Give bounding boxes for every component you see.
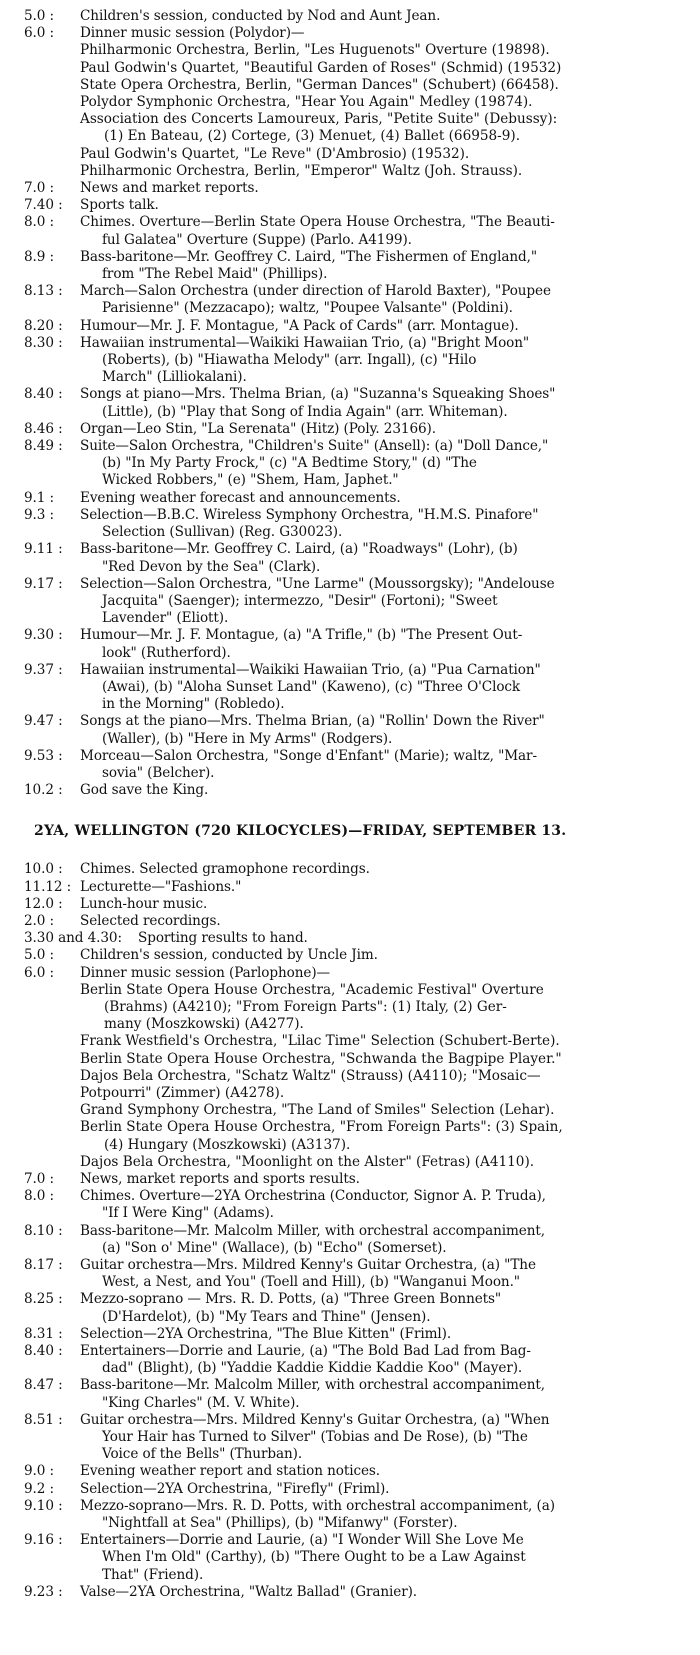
entry-continuation-line: (Waller), (b) "Here in My Arms" (Rodgers).: [102, 730, 393, 747]
entry-time-text: 9.0: [24, 1463, 46, 1480]
listing-line: State Opera Orchestra, Berlin, "German Dances" (Schubert) (66458).: [80, 76, 559, 93]
entry-line: Children's session, conducted by Nod and Aunt Jean.: [80, 8, 441, 24]
entry-line: Chimes. Overture—Berlin State Opera House Orchestra, "The Beauti-: [80, 214, 555, 231]
listing-line: Paul Godwin's Quartet, "Beautiful Garden of Roses" (Schmid) (19532): [80, 59, 562, 76]
entry-time: 9.11 :: [24, 541, 63, 558]
program-entry: [0, 421, 700, 438]
program-entry: [0, 490, 700, 507]
program-entry: [0, 438, 700, 490]
entry-body: [80, 913, 700, 930]
entry-continuation-line: (a) "Son o' Mine" (Wallace), (b) "Echo" (Somerset).: [102, 1239, 447, 1256]
program-section-wellington: [0, 861, 700, 1601]
entry-time-text: 10.2: [24, 782, 54, 799]
entry-time-text: 8.51: [24, 1411, 54, 1428]
entry-time-text: 6.0: [24, 25, 46, 42]
entry-body: [80, 879, 700, 896]
program-entry: [0, 861, 700, 878]
program-entry: [0, 965, 700, 982]
entry-body: [80, 1584, 700, 1601]
entry-time-text: 8.0: [24, 1188, 46, 1205]
entry-time: 9.53 :: [24, 747, 63, 764]
listing-line: (Brahms) (A4210); "From Foreign Parts": (1) Italy, (2) Ger-: [104, 998, 507, 1015]
entry-time: 11.12 :: [24, 878, 72, 895]
program-entry: [0, 25, 700, 42]
entry-time: 6.0 :: [24, 964, 55, 981]
entry-time: 8.51 :: [24, 1411, 63, 1428]
listing-line: Grand Symphony Orchestra, "The Land of Smiles" Selection (Lehar).: [80, 1102, 555, 1119]
entry-line: March—Salon Orchestra (under direction of Harold Baxter), "Poupee: [80, 283, 551, 300]
entry-body: [80, 421, 700, 438]
entry-time: 8.40 :: [24, 386, 63, 403]
entry-time-text: 8.47: [24, 1377, 54, 1394]
entry-body: [80, 627, 700, 661]
entry-time: 9.23 :: [24, 1583, 63, 1600]
entry-time: 9.10 :: [24, 1497, 63, 1514]
listing-line: Philharmonic Orchestra, Berlin, "Emperor" Waltz (Joh. Strauss).: [80, 162, 523, 179]
program-entry: [0, 1532, 700, 1584]
entry-line: Selection—2YA Orchestrina, "Firefly" (Friml).: [80, 1480, 390, 1497]
entry-line: News and market reports.: [80, 180, 259, 197]
entry-body: [80, 25, 700, 42]
entry-continuation-line: (Roberts), (b) "Hiawatha Melody" (arr. Ingall), (c) "Hilo: [102, 352, 477, 369]
entry-body: [80, 1343, 700, 1377]
entry-body: [80, 947, 700, 964]
entry-continuation-line: Jacquita" (Saenger); intermezzo, "Desir" (Fortoni); "Sweet: [102, 592, 498, 609]
entry-continuation-line: West, a Nest, and You" (Toell and Hill), (b) "Wanganui Moon.": [102, 1274, 520, 1291]
entry-body: [80, 1377, 700, 1411]
program-entry: [0, 930, 700, 947]
entry-body: [80, 8, 700, 25]
entry-body: [80, 1326, 700, 1343]
entry-time: 8.17 :: [24, 1257, 63, 1274]
entry-time-text: 9.47: [24, 713, 54, 730]
entry-continuation-line: ful Galatea" Overture (Suppe) (Parlo. A4199).: [102, 231, 412, 248]
entry-time-text: 7.40: [24, 197, 54, 214]
entry-line: Morceau—Salon Orchestra, "Songe d'Enfant" (Marie); waltz, "Mar-: [80, 747, 537, 764]
entry-time-text: 9.37: [24, 661, 54, 678]
program-entry: [0, 748, 700, 782]
entry-line: Selection—B.B.C. Wireless Symphony Orchestra, "H.M.S. Pinafore": [80, 506, 539, 523]
entry-time-text: 9.16: [24, 1532, 54, 1549]
entry-time-text: 8.9: [24, 248, 46, 265]
entry-line: Entertainers—Dorrie and Laurie, (a) "The Bold Bad Lad from Bag-: [80, 1343, 531, 1360]
program-entry: [0, 283, 700, 317]
entry-line: Selected recordings.: [80, 912, 221, 929]
entry-body: [80, 197, 700, 214]
program-entry: [0, 1343, 700, 1377]
entry-time-text: 9.3: [24, 506, 46, 523]
entry-line: Dinner music session (Polydor)—: [80, 25, 305, 42]
entry-body: [80, 318, 700, 335]
entry-continuation-line: (D'Hardelot), (b) "My Tears and Thine" (Jensen).: [102, 1308, 431, 1325]
entry-body: [80, 1498, 700, 1532]
entry-continuation-line: Parisienne" (Mezzacapo); waltz, "Poupee Valsante" (Poldini).: [102, 300, 513, 317]
entry-time: 9.3 :: [24, 506, 55, 523]
entry-continuation-line: When I'm Old" (Carthy), (b) "There Ought to be a Law Against: [102, 1549, 526, 1566]
entry-continuation-line: dad" (Blight), (b) "Yaddie Kaddie Kiddie Kaddie Koo" (Mayer).: [102, 1360, 523, 1377]
program-entry: [0, 1257, 700, 1291]
entry-time: 8.46 :: [24, 420, 63, 437]
entry-line: News, market reports and sports results.: [80, 1171, 360, 1187]
entry-time: 12.0 :: [24, 895, 63, 912]
program-entry: [0, 507, 700, 541]
listing-line: many (Moszkowski) (A4277).: [104, 1016, 304, 1033]
program-page: [0, 8, 700, 1601]
entry-time: 8.0 :: [24, 1188, 55, 1205]
entry-line: Guitar orchestra—Mrs. Mildred Kenny's Guitar Orchestra, (a) "The: [80, 1257, 536, 1274]
program-entry: [0, 197, 700, 214]
program-entry: [0, 1188, 700, 1222]
entry-time: 9.17 :: [24, 575, 63, 592]
entry-body: [80, 1532, 700, 1584]
program-entry: [0, 1412, 700, 1464]
entry-line: Hawaiian instrumental—Waikiki Hawaiian Trio, (a) "Pua Carnation": [80, 661, 541, 678]
entry-body: [80, 1223, 700, 1257]
entry-time-text: 9.53: [24, 747, 54, 764]
entry-time-text: 8.46: [24, 420, 54, 437]
entry-continuation-line: That" (Friend).: [102, 1566, 204, 1583]
entry-time-text: 8.25: [24, 1291, 54, 1308]
program-entry: [0, 335, 700, 387]
entry-time-text: 8.13: [24, 283, 54, 300]
entry-body: [80, 1188, 700, 1222]
entry-time: 9.30 :: [24, 627, 63, 644]
entry-time-text: 10.0: [24, 861, 54, 878]
program-entry: [0, 1223, 700, 1257]
program-entry: [0, 1171, 700, 1188]
program-entry: [0, 1377, 700, 1411]
entry-time: 7.0 :: [24, 180, 55, 197]
entry-body: [80, 249, 700, 283]
entry-time-text: 9.1: [24, 489, 46, 506]
entry-line: Selection—Salon Orchestra, "Une Larme" (Moussorgsky); "Andelouse: [80, 575, 555, 592]
listing-line: Association des Concerts Lamoureux, Paris, "Petite Suite" (Debussy):: [80, 111, 558, 128]
entry-body: [80, 965, 700, 982]
entry-time-text: 8.10: [24, 1222, 54, 1239]
listing-line: Berlin State Opera House Orchestra, "Academic Festival" Overture: [80, 981, 544, 998]
program-entry: [0, 782, 700, 799]
entry-line: Lecturette—"Fashions.": [80, 878, 242, 895]
program-entry: [0, 662, 700, 714]
listing-line: Dajos Bela Orchestra, "Moonlight on the Alster" (Fetras) (A4110).: [80, 1153, 535, 1170]
entry-continuation-line: from "The Rebel Maid" (Phillips).: [102, 266, 328, 283]
entry-line: Humour—Mr. J. F. Montague, (a) "A Trifle," (b) "The Present Out-: [80, 627, 523, 644]
entry-time-text: 5.0: [24, 8, 46, 24]
program-entry: [0, 180, 700, 197]
program-entry: [0, 713, 700, 747]
entry-body: [80, 438, 700, 490]
entry-continuation-line: (Little), (b) "Play that Song of India Again" (arr. Whiteman).: [102, 403, 508, 420]
entry-continuation-line: Your Hair has Turned to Silver" (Tobias and De Rose), (b) "The: [102, 1429, 528, 1446]
entry-time: 5.0 :: [24, 947, 55, 964]
entry-body: [80, 1481, 700, 1498]
entry-line: Mezzo-soprano—Mrs. R. D. Potts, with orchestral accompaniment, (a): [80, 1497, 555, 1514]
listing-line: Paul Godwin's Quartet, "Le Reve" (D'Ambrosio) (19532).: [80, 145, 470, 162]
program-entry: [0, 386, 700, 420]
entry-body: [80, 713, 700, 747]
entry-line: Children's session, conducted by Uncle Jim.: [80, 947, 378, 964]
entry-line: Guitar orchestra—Mrs. Mildred Kenny's Guitar Orchestra, (a) "When: [80, 1411, 550, 1428]
entry-time: 8.13 :: [24, 283, 63, 300]
entry-continuation-line: "Red Devon by the Sea" (Clark).: [102, 558, 321, 575]
entry-time-text: 12.0: [24, 895, 54, 912]
entry-time: 3.30 and 4.30:: [24, 930, 122, 947]
entry-line: Chimes. Overture—2YA Orchestrina (Conductor, Signor A. P. Truda),: [80, 1188, 546, 1205]
entry-time-text: 7.0: [24, 1171, 46, 1187]
entry-time: 8.25 :: [24, 1291, 63, 1308]
entry-time-text: 9.17: [24, 575, 54, 592]
entry-time: 10.0 :: [24, 861, 63, 878]
entry-body: [80, 490, 700, 507]
program-entry: [0, 896, 700, 913]
entry-time: 10.2 :: [24, 782, 63, 799]
entry-continuation-line: (b) "In My Party Frock," (c) "A Bedtime Story," (d) "The: [102, 455, 477, 472]
listing-line: (1) En Bateau, (2) Cortege, (3) Menuet, (4) Ballet (66958-9).: [104, 128, 521, 145]
entry-continuation-line: Lavender" (Eliott).: [102, 610, 229, 627]
entry-line: Organ—Leo Stin, "La Serenata" (Hitz) (Poly. 23166).: [80, 420, 436, 437]
entry-line: Sporting results to hand.: [138, 930, 308, 947]
entry-body: [80, 214, 700, 248]
entry-time: 7.40 :: [24, 197, 63, 214]
program-entry: [0, 1498, 700, 1532]
entry-time-text: 11.12: [24, 878, 63, 895]
entry-line: Songs at the piano—Mrs. Thelma Brian, (a) "Rollin' Down the River": [80, 713, 545, 730]
entry-time-text: 9.23: [24, 1583, 54, 1600]
listing-line: (4) Hungary (Moszkowski) (A3137).: [104, 1136, 351, 1153]
entry-time-text: 9.30: [24, 627, 54, 644]
entry-body: [80, 283, 700, 317]
entry-time: 8.40 :: [24, 1343, 63, 1360]
entry-body: [80, 1412, 700, 1464]
entry-body: [80, 507, 700, 541]
entry-time-text: 8.17: [24, 1257, 54, 1274]
entry-body: [80, 386, 700, 420]
entry-time-text: 8.20: [24, 317, 54, 334]
entry-time-text: 6.0: [24, 964, 46, 981]
entry-time-text: 2.0: [24, 912, 46, 929]
entry-body: [80, 180, 700, 197]
entry-continuation-line: Wicked Robbers," (e) "Shem, Ham, Japhet.": [102, 472, 399, 489]
entry-body: [80, 1291, 700, 1325]
entry-time: 9.1 :: [24, 489, 55, 506]
entry-line: God save the King.: [80, 782, 209, 799]
entry-body: [80, 335, 700, 387]
entry-line: Valse—2YA Orchestrina, "Waltz Ballad" (Granier).: [80, 1583, 418, 1600]
program-entry: [0, 1481, 700, 1498]
entry-time: 8.20 :: [24, 317, 63, 334]
entry-time: 9.37 :: [24, 661, 63, 678]
entry-time-text: 8.49: [24, 438, 54, 455]
entry-continuation-line: look" (Rutherford).: [102, 644, 231, 661]
listing-line: Potpourri" (Zimmer) (A4278).: [80, 1084, 285, 1101]
entry-time: 8.9 :: [24, 248, 55, 265]
entry-continuation-line: "If I Were King" (Adams).: [102, 1205, 274, 1222]
entry-line: Sports talk.: [80, 197, 159, 214]
program-section-auckland: [0, 8, 700, 799]
entry-body: [138, 930, 700, 947]
program-entry: [0, 318, 700, 335]
entry-time-text: 8.30: [24, 334, 54, 351]
entry-line: Chimes. Selected gramophone recordings.: [80, 861, 370, 878]
listing-line: Polydor Symphonic Orchestra, "Hear You Again" Medley (19874).: [80, 94, 533, 111]
program-entry: [0, 541, 700, 575]
listing-line: Dajos Bela Orchestra, "Schatz Waltz" (Strauss) (A4110); "Mosaic—: [80, 1067, 541, 1084]
entry-line: Humour—Mr. J. F. Montague, "A Pack of Cards" (arr. Montague).: [80, 317, 519, 334]
station-heading: 2YA, WELLINGTON (720 KILOCYCLES)—FRIDAY, SEPTEMBER 13.: [34, 823, 567, 840]
entry-time: 8.10 :: [24, 1222, 63, 1239]
entry-line: Evening weather forecast and announcements.: [80, 489, 401, 506]
entry-time-text: 9.2: [24, 1480, 46, 1497]
entry-line: Bass-baritone—Mr. Geoffrey C. Laird, (a) "Roadways" (Lohr), (b): [80, 541, 518, 558]
entry-body: [80, 896, 700, 913]
program-entry: [0, 947, 700, 964]
program-entry: [0, 1326, 700, 1343]
entry-line: Bass-baritone—Mr. Malcolm Miller, with orchestral accompaniment,: [80, 1377, 545, 1394]
entry-line: Evening weather report and station notices.: [80, 1463, 381, 1480]
entry-time: 8.47 :: [24, 1377, 63, 1394]
entry-body: [80, 782, 700, 799]
program-entry: [0, 913, 700, 930]
entry-time: 5.0 :: [24, 8, 55, 24]
entry-body: [80, 1171, 700, 1188]
entry-body: [80, 576, 700, 628]
entry-line: Songs at piano—Mrs. Thelma Brian, (a) "Suzanna's Squeaking Shoes": [80, 386, 556, 403]
entry-time-text: 3.30 and 4.30: [24, 930, 118, 947]
program-entry: [0, 879, 700, 896]
entry-continuation-line: March" (Lilliokalani).: [102, 369, 247, 386]
entry-continuation-line: "King Charles" (M. V. White).: [102, 1394, 300, 1411]
program-entry: [0, 1463, 700, 1480]
entry-time: 6.0 :: [24, 25, 55, 42]
entry-body: [80, 1463, 700, 1480]
entry-time: 9.47 :: [24, 713, 63, 730]
program-entry: [0, 576, 700, 628]
entry-continuation-line: in the Morning" (Robledo).: [102, 696, 285, 713]
entry-time: 8.49 :: [24, 438, 63, 455]
entry-line: Mezzo-soprano — Mrs. R. D. Potts, (a) "Three Green Bonnets": [80, 1291, 502, 1308]
entry-line: Hawaiian instrumental—Waikiki Hawaiian Trio, (a) "Bright Moon": [80, 334, 530, 351]
entry-line: Bass-baritone—Mr. Geoffrey C. Laird, "The Fishermen of England,": [80, 248, 537, 265]
entry-time-text: 9.11: [24, 541, 54, 558]
program-entry: [0, 214, 700, 248]
entry-time: 9.16 :: [24, 1532, 63, 1549]
entry-continuation-line: Selection (Sullivan) (Reg. G30023).: [102, 524, 343, 541]
entry-time-text: 8.40: [24, 386, 54, 403]
program-entry: [0, 627, 700, 661]
entry-time-text: 8.31: [24, 1325, 54, 1342]
entry-line: Lunch-hour music.: [80, 895, 208, 912]
entry-body: [80, 861, 700, 878]
entry-time: 9.2 :: [24, 1480, 55, 1497]
entry-time-text: 5.0: [24, 947, 46, 964]
entry-time: 7.0 :: [24, 1171, 55, 1187]
entry-line: Entertainers—Dorrie and Laurie, (a) "I Wonder Will She Love Me: [80, 1532, 524, 1549]
entry-line: Suite—Salon Orchestra, "Children's Suite" (Ansell): (a) "Doll Dance,": [80, 438, 549, 455]
program-entry: [0, 8, 700, 25]
entry-line: Dinner music session (Parlophone)—: [80, 964, 331, 981]
entry-body: [80, 1257, 700, 1291]
listing-line: Berlin State Opera House Orchestra, "From Foreign Parts": (3) Spain,: [80, 1119, 563, 1136]
entry-body: [80, 541, 700, 575]
program-entry: [0, 1584, 700, 1601]
entry-line: Bass-baritone—Mr. Malcolm Miller, with orchestral accompaniment,: [80, 1222, 545, 1239]
entry-time-text: 8.40: [24, 1343, 54, 1360]
program-entry: [0, 1291, 700, 1325]
entry-time: 8.30 :: [24, 334, 63, 351]
entry-time: 8.0 :: [24, 214, 55, 231]
entry-time-text: 8.0: [24, 214, 46, 231]
listing-line: Berlin State Opera House Orchestra, "Schwanda the Bagpipe Player.": [80, 1050, 562, 1067]
entry-time-text: 7.0: [24, 180, 46, 197]
entry-continuation-line: sovia" (Belcher).: [102, 764, 215, 781]
listing-line: Philharmonic Orchestra, Berlin, "Les Huguenots" Overture (19898).: [80, 42, 550, 59]
listing-line: Frank Westfield's Orchestra, "Lilac Time" Selection (Schubert-Berte).: [80, 1033, 560, 1050]
program-entry: [0, 249, 700, 283]
entry-time-text: 9.10: [24, 1497, 54, 1514]
entry-continuation-line: "Nightfall at Sea" (Phillips), (b) "Mifanwy" (Forster).: [102, 1515, 458, 1532]
entry-time: 9.0 :: [24, 1463, 55, 1480]
entry-line: Selection—2YA Orchestrina, "The Blue Kitten" (Friml).: [80, 1325, 452, 1342]
entry-continuation-line: Voice of the Bells" (Thurban).: [102, 1446, 303, 1463]
entry-time: 8.31 :: [24, 1325, 63, 1342]
entry-time: 2.0 :: [24, 912, 55, 929]
entry-continuation-line: (Awai), (b) "Aloha Sunset Land" (Kaweno), (c) "Three O'Clock: [102, 678, 521, 695]
entry-body: [80, 662, 700, 714]
entry-body: [80, 748, 700, 782]
